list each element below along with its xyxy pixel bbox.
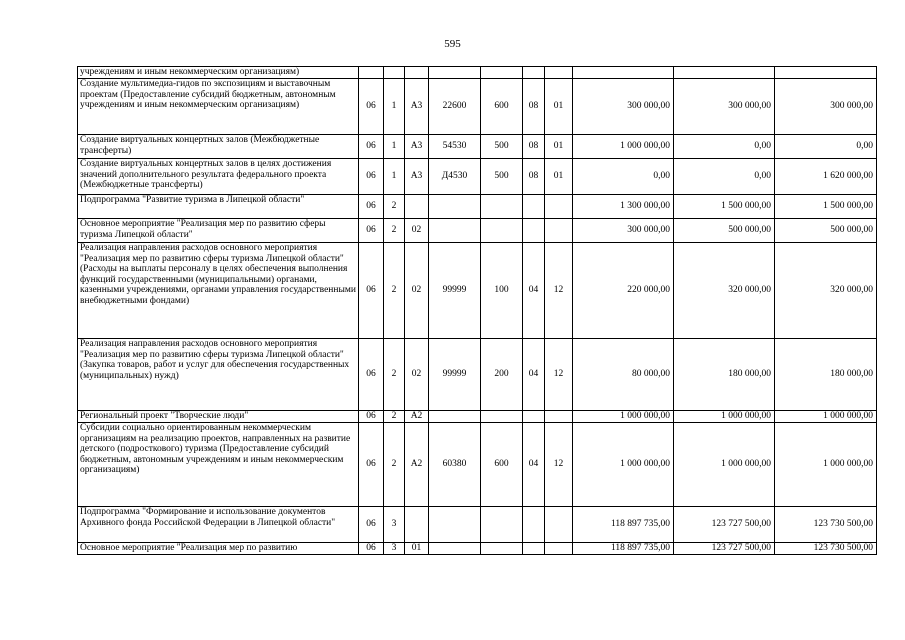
activity-code: А2 (405, 423, 429, 507)
subsection-code (545, 219, 573, 243)
program-code: 06 (359, 195, 384, 219)
program-code: 06 (359, 411, 384, 423)
table-row (78, 423, 877, 507)
section-code: 08 (523, 135, 545, 159)
expense-type: 200 (481, 339, 523, 411)
row-name: Реализация направления расходов основного мероприятия "Реализация мер по развитию сферы туризма Липецкой области" (Закупка товаров, работ и услуг для обеспечения государственных (муниципальных) нужд) (78, 339, 359, 411)
subprogram-code: 1 (384, 159, 405, 195)
expense-type: 600 (481, 79, 523, 135)
amount-year-2: 123 727 500,00 (674, 507, 775, 543)
program-code: 06 (359, 423, 384, 507)
direction-code: 99999 (429, 243, 481, 339)
expense-type (481, 219, 523, 243)
expense-type: 100 (481, 243, 523, 339)
expense-type (481, 543, 523, 555)
expense-type: 500 (481, 135, 523, 159)
subprogram-code: 1 (384, 79, 405, 135)
subprogram-code (384, 67, 405, 79)
section-code (523, 507, 545, 543)
amount-year-1 (573, 67, 674, 79)
amount-year-2: 1 000 000,00 (674, 423, 775, 507)
amount-year-1: 80 000,00 (573, 339, 674, 411)
subsection-code: 12 (545, 243, 573, 339)
program-code: 06 (359, 159, 384, 195)
program-code: 06 (359, 543, 384, 555)
subprogram-code: 1 (384, 135, 405, 159)
amount-year-3: 500 000,00 (775, 219, 877, 243)
expense-type (481, 411, 523, 423)
row-name: Создание виртуальных концертных залов (Межбюджетные трансферты) (78, 135, 359, 159)
amount-year-1: 300 000,00 (573, 79, 674, 135)
amount-year-1: 300 000,00 (573, 219, 674, 243)
section-code: 08 (523, 159, 545, 195)
expense-type (481, 195, 523, 219)
subsection-code: 01 (545, 159, 573, 195)
row-name: Региональный проект "Творческие люди" (78, 411, 359, 423)
amount-year-1: 1 000 000,00 (573, 423, 674, 507)
program-code: 06 (359, 79, 384, 135)
row-name: Реализация направления расходов основного мероприятия "Реализация мер по развитию сферы туризма Липецкой области" (Расходы на выплаты персоналу в целях обеспечения выполнения функций государственными (муниципальными) органами, казенными учреждениями, органами управления государственными внебюджетными фондами) (78, 243, 359, 339)
table-row (78, 67, 877, 79)
table-row (78, 79, 877, 135)
subprogram-code: 3 (384, 507, 405, 543)
subprogram-code: 2 (384, 219, 405, 243)
table-row (78, 219, 877, 243)
section-code (523, 543, 545, 555)
subsection-code (545, 507, 573, 543)
activity-code: А2 (405, 411, 429, 423)
amount-year-3: 300 000,00 (775, 79, 877, 135)
amount-year-2: 300 000,00 (674, 79, 775, 135)
amount-year-2 (674, 67, 775, 79)
program-code: 06 (359, 135, 384, 159)
amount-year-2: 320 000,00 (674, 243, 775, 339)
expense-type (481, 507, 523, 543)
program-code: 06 (359, 339, 384, 411)
amount-year-1: 1 000 000,00 (573, 135, 674, 159)
subprogram-code: 2 (384, 339, 405, 411)
amount-year-3: 1 000 000,00 (775, 423, 877, 507)
program-code: 06 (359, 243, 384, 339)
row-name: Основное мероприятие "Реализация мер по развитию (78, 543, 359, 555)
activity-code: 02 (405, 219, 429, 243)
direction-code (429, 411, 481, 423)
amount-year-2: 1 000 000,00 (674, 411, 775, 423)
amount-year-1: 1 000 000,00 (573, 411, 674, 423)
subprogram-code: 2 (384, 195, 405, 219)
activity-code: 01 (405, 543, 429, 555)
direction-code: Д4530 (429, 159, 481, 195)
subsection-code: 12 (545, 423, 573, 507)
amount-year-2: 0,00 (674, 159, 775, 195)
activity-code (405, 67, 429, 79)
section-code (523, 195, 545, 219)
amount-year-3: 1 000 000,00 (775, 411, 877, 423)
amount-year-3: 123 730 500,00 (775, 543, 877, 555)
subsection-code: 12 (545, 339, 573, 411)
amount-year-2: 500 000,00 (674, 219, 775, 243)
direction-code (429, 67, 481, 79)
amount-year-2: 180 000,00 (674, 339, 775, 411)
row-name: Создание виртуальных концертных залов в целях достижения значений дополнительного результата федерального проекта (Межбюджетные трансферты) (78, 159, 359, 195)
direction-code (429, 543, 481, 555)
table-row (78, 507, 877, 543)
amount-year-1: 118 897 735,00 (573, 543, 674, 555)
table-row (78, 243, 877, 339)
direction-code: 22600 (429, 79, 481, 135)
page-number: 595 (444, 38, 461, 50)
row-name: учреждениям и иным некоммерческим организациям) (78, 67, 359, 79)
subsection-code (545, 411, 573, 423)
direction-code: 54530 (429, 135, 481, 159)
subprogram-code: 2 (384, 243, 405, 339)
program-code: 06 (359, 507, 384, 543)
subprogram-code: 3 (384, 543, 405, 555)
amount-year-3: 320 000,00 (775, 243, 877, 339)
program-code (359, 67, 384, 79)
subsection-code (545, 195, 573, 219)
subsection-code: 01 (545, 135, 573, 159)
row-name: Создание мультимедиа-гидов по экспозициям и выставочным проектам (Предоставление субсидий бюджетным, автономным учреждениям и иным некоммерческим организациям) (78, 79, 359, 135)
section-code: 04 (523, 339, 545, 411)
direction-code: 99999 (429, 339, 481, 411)
section-code (523, 411, 545, 423)
activity-code: 02 (405, 243, 429, 339)
activity-code: А3 (405, 79, 429, 135)
row-name: Субсидии социально ориентированным некоммерческим организациям на реализацию проектов, направленных на развитие детского (подросткового) туризма (Предоставление субсидий бюджетным, автономным учреждениям и иным некоммерческим организациям) (78, 423, 359, 507)
section-code: 08 (523, 79, 545, 135)
subprogram-code: 2 (384, 411, 405, 423)
subsection-code (545, 543, 573, 555)
direction-code (429, 507, 481, 543)
amount-year-2: 0,00 (674, 135, 775, 159)
row-name: Основное мероприятие "Реализация мер по развитию сферы туризма Липецкой области" (78, 219, 359, 243)
amount-year-3: 123 730 500,00 (775, 507, 877, 543)
section-code (523, 67, 545, 79)
section-code: 04 (523, 423, 545, 507)
activity-code: А3 (405, 135, 429, 159)
amount-year-1: 118 897 735,00 (573, 507, 674, 543)
expense-type: 600 (481, 423, 523, 507)
amount-year-3: 1 620 000,00 (775, 159, 877, 195)
amount-year-3: 0,00 (775, 135, 877, 159)
expense-type: 500 (481, 159, 523, 195)
direction-code (429, 195, 481, 219)
amount-year-2: 123 727 500,00 (674, 543, 775, 555)
table-row (78, 339, 877, 411)
table-row (78, 159, 877, 195)
amount-year-3: 1 500 000,00 (775, 195, 877, 219)
section-code (523, 219, 545, 243)
subprogram-code: 2 (384, 423, 405, 507)
table-row (78, 411, 877, 423)
amount-year-3: 180 000,00 (775, 339, 877, 411)
activity-code: 02 (405, 339, 429, 411)
activity-code (405, 507, 429, 543)
program-code: 06 (359, 219, 384, 243)
direction-code: 60380 (429, 423, 481, 507)
row-name: Подпрограмма "Развитие туризма в Липецкой области" (78, 195, 359, 219)
amount-year-1: 0,00 (573, 159, 674, 195)
row-name: Подпрограмма "Формирование и использование документов Архивного фонда Российской Федерации в Липецкой области" (78, 507, 359, 543)
budget-table (77, 66, 877, 555)
table-row (78, 135, 877, 159)
subsection-code: 01 (545, 79, 573, 135)
section-code: 04 (523, 243, 545, 339)
amount-year-1: 1 300 000,00 (573, 195, 674, 219)
expense-type (481, 67, 523, 79)
amount-year-1: 220 000,00 (573, 243, 674, 339)
activity-code (405, 195, 429, 219)
table-row (78, 543, 877, 555)
subsection-code (545, 67, 573, 79)
direction-code (429, 219, 481, 243)
amount-year-3 (775, 67, 877, 79)
table-row (78, 195, 877, 219)
activity-code: А3 (405, 159, 429, 195)
amount-year-2: 1 500 000,00 (674, 195, 775, 219)
